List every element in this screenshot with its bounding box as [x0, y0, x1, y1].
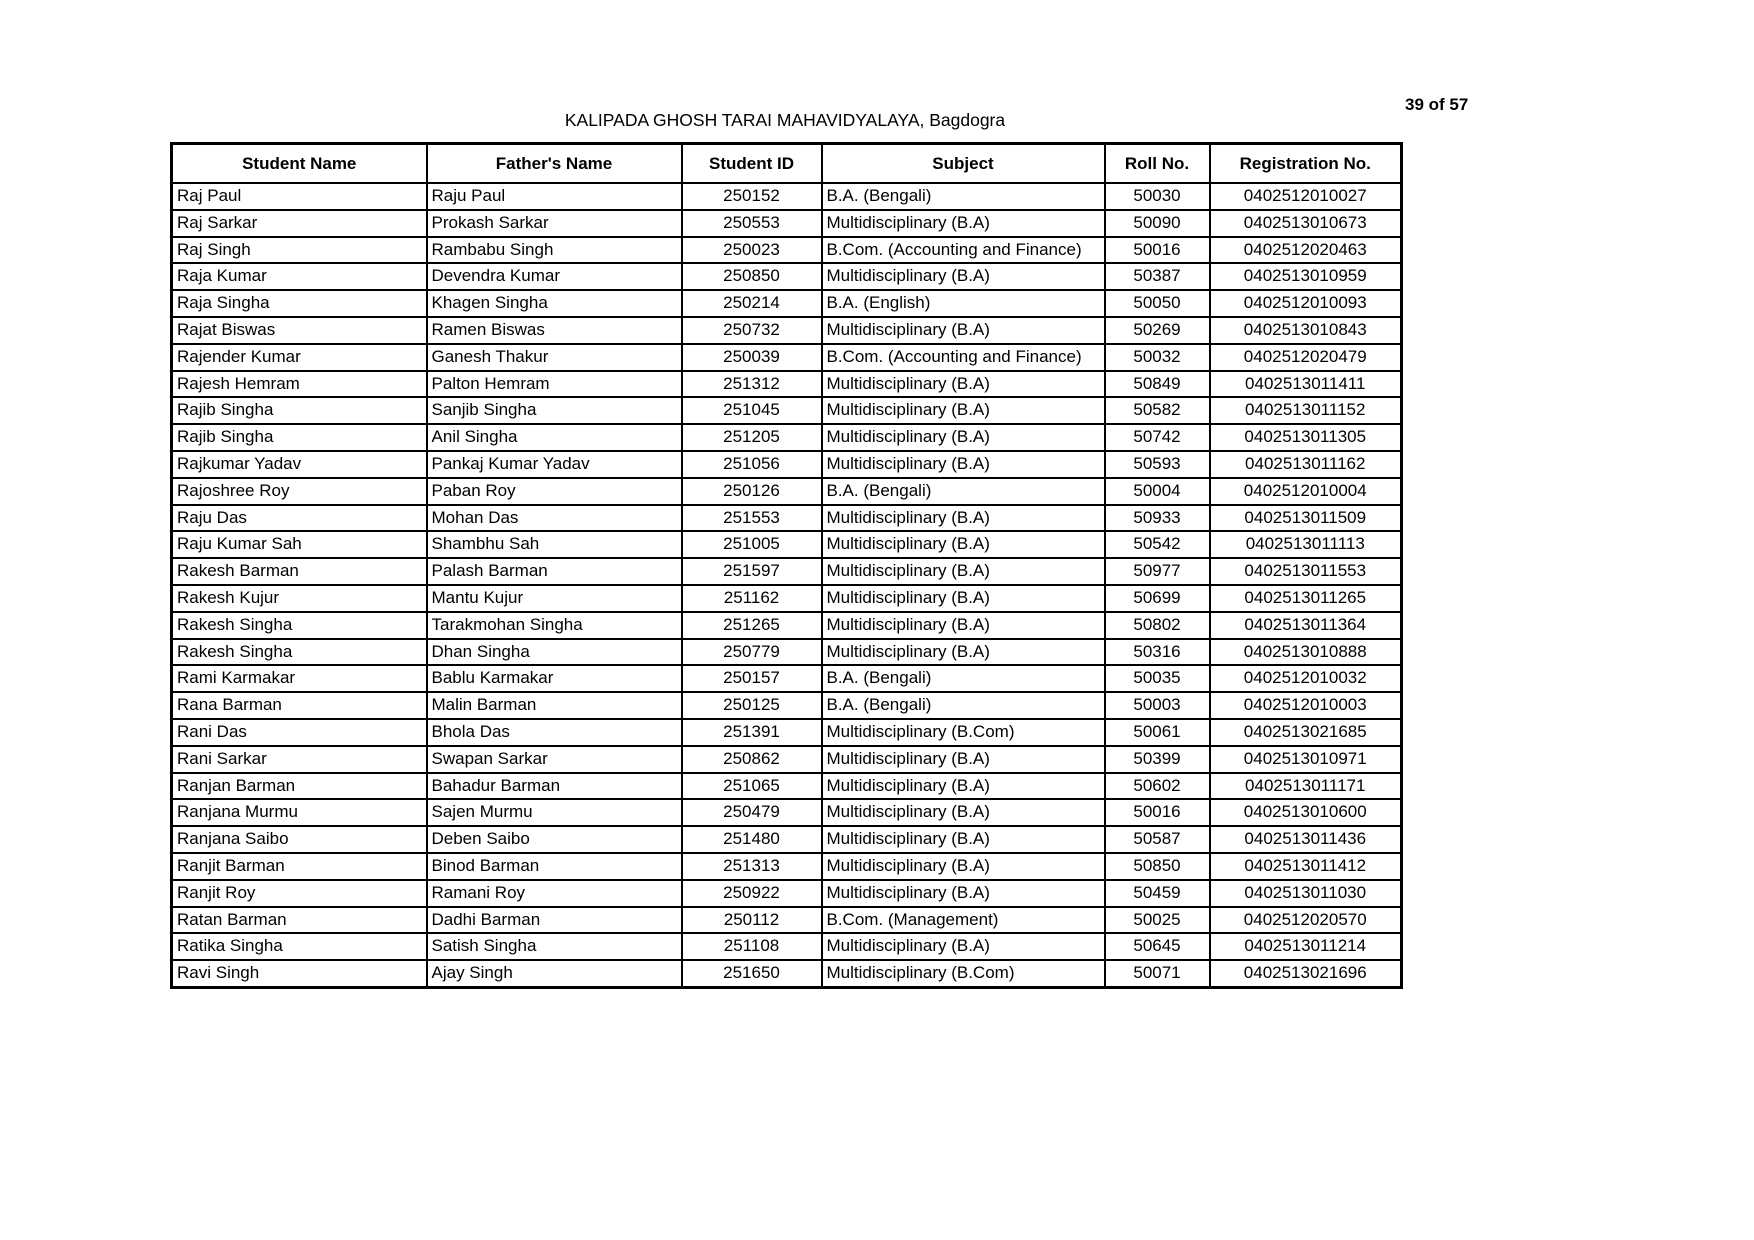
cell-father-name: Ajay Singh — [427, 960, 682, 987]
cell-student-name: Rani Das — [172, 719, 427, 746]
cell-registration-no: 0402513011412 — [1210, 853, 1402, 880]
table-row — [172, 558, 1402, 585]
table-row — [172, 933, 1402, 960]
cell-father-name: Rambabu Singh — [427, 237, 682, 264]
table-row — [172, 210, 1402, 237]
cell-student-id: 250125 — [682, 692, 822, 719]
cell-student-id: 251313 — [682, 853, 822, 880]
cell-student-name: Rajat Biswas — [172, 317, 427, 344]
cell-subject: Multidisciplinary (B.A) — [822, 505, 1105, 532]
cell-student-name: Rajesh Hemram — [172, 371, 427, 398]
cell-student-name: Rakesh Kujur — [172, 585, 427, 612]
cell-registration-no: 0402513011030 — [1210, 880, 1402, 907]
cell-subject: Multidisciplinary (B.A) — [822, 826, 1105, 853]
cell-subject: Multidisciplinary (B.A) — [822, 531, 1105, 558]
cell-student-name: Ranjit Barman — [172, 853, 427, 880]
cell-father-name: Prokash Sarkar — [427, 210, 682, 237]
column-header-subject: Subject — [822, 144, 1105, 184]
table-row — [172, 263, 1402, 290]
cell-subject: B.Com. (Accounting and Finance) — [822, 344, 1105, 371]
table-row — [172, 344, 1402, 371]
cell-student-id: 250039 — [682, 344, 822, 371]
cell-roll-no: 50602 — [1105, 773, 1210, 800]
cell-father-name: Binod Barman — [427, 853, 682, 880]
cell-registration-no: 0402513011509 — [1210, 505, 1402, 532]
cell-student-name: Rajib Singha — [172, 424, 427, 451]
cell-father-name: Bhola Das — [427, 719, 682, 746]
cell-student-id: 250553 — [682, 210, 822, 237]
cell-subject: Multidisciplinary (B.A) — [822, 317, 1105, 344]
table-row — [172, 451, 1402, 478]
cell-roll-no: 50004 — [1105, 478, 1210, 505]
cell-roll-no: 50399 — [1105, 746, 1210, 773]
cell-student-name: Rajender Kumar — [172, 344, 427, 371]
cell-student-name: Rakesh Barman — [172, 558, 427, 585]
table-row — [172, 746, 1402, 773]
cell-father-name: Malin Barman — [427, 692, 682, 719]
cell-subject: Multidisciplinary (B.A) — [822, 371, 1105, 398]
page-title: KALIPADA GHOSH TARAI MAHAVIDYALAYA, Bagdogra — [564, 110, 1006, 130]
cell-student-name: Raja Singha — [172, 290, 427, 317]
cell-registration-no: 0402512020463 — [1210, 237, 1402, 264]
cell-registration-no: 0402513011411 — [1210, 371, 1402, 398]
cell-roll-no: 50459 — [1105, 880, 1210, 907]
cell-roll-no: 50061 — [1105, 719, 1210, 746]
table-row — [172, 907, 1402, 934]
cell-father-name: Bablu Karmakar — [427, 665, 682, 692]
cell-student-id: 250732 — [682, 317, 822, 344]
cell-subject: B.A. (Bengali) — [822, 478, 1105, 505]
table-row — [172, 692, 1402, 719]
cell-student-name: Ranjana Murmu — [172, 799, 427, 826]
cell-roll-no: 50977 — [1105, 558, 1210, 585]
cell-subject: Multidisciplinary (B.Com) — [822, 960, 1105, 987]
cell-subject: Multidisciplinary (B.A) — [822, 585, 1105, 612]
table-row — [172, 424, 1402, 451]
cell-registration-no: 0402513011364 — [1210, 612, 1402, 639]
cell-student-id: 251045 — [682, 397, 822, 424]
table-row — [172, 960, 1402, 987]
cell-roll-no: 50699 — [1105, 585, 1210, 612]
cell-father-name: Ramani Roy — [427, 880, 682, 907]
table-row — [172, 397, 1402, 424]
cell-student-id: 250862 — [682, 746, 822, 773]
cell-registration-no: 0402512020479 — [1210, 344, 1402, 371]
cell-father-name: Mantu Kujur — [427, 585, 682, 612]
cell-student-id: 251650 — [682, 960, 822, 987]
cell-subject: Multidisciplinary (B.A) — [822, 880, 1105, 907]
cell-subject: Multidisciplinary (B.A) — [822, 853, 1105, 880]
cell-student-id: 251205 — [682, 424, 822, 451]
cell-student-name: Raj Paul — [172, 183, 427, 210]
cell-student-name: Ranjit Roy — [172, 880, 427, 907]
table-row — [172, 880, 1402, 907]
cell-roll-no: 50016 — [1105, 799, 1210, 826]
cell-roll-no: 50850 — [1105, 853, 1210, 880]
cell-student-id: 251553 — [682, 505, 822, 532]
cell-student-name: Ranjana Saibo — [172, 826, 427, 853]
cell-father-name: Palton Hemram — [427, 371, 682, 398]
table-row — [172, 505, 1402, 532]
table-row — [172, 826, 1402, 853]
cell-registration-no: 0402512010027 — [1210, 183, 1402, 210]
cell-student-name: Rakesh Singha — [172, 612, 427, 639]
cell-roll-no: 50003 — [1105, 692, 1210, 719]
cell-father-name: Swapan Sarkar — [427, 746, 682, 773]
cell-student-name: Raj Sarkar — [172, 210, 427, 237]
cell-father-name: Satish Singha — [427, 933, 682, 960]
cell-roll-no: 50316 — [1105, 639, 1210, 666]
cell-roll-no: 50645 — [1105, 933, 1210, 960]
cell-father-name: Deben Saibo — [427, 826, 682, 853]
cell-father-name: Raju Paul — [427, 183, 682, 210]
cell-student-name: Ratan Barman — [172, 907, 427, 934]
cell-roll-no: 50035 — [1105, 665, 1210, 692]
student-table-body — [172, 183, 1402, 987]
cell-registration-no: 0402512020570 — [1210, 907, 1402, 934]
cell-registration-no: 0402513011265 — [1210, 585, 1402, 612]
table-row — [172, 665, 1402, 692]
cell-student-name: Ravi Singh — [172, 960, 427, 987]
cell-roll-no: 50030 — [1105, 183, 1210, 210]
cell-student-name: Rakesh Singha — [172, 639, 427, 666]
cell-student-name: Raj Singh — [172, 237, 427, 264]
cell-registration-no: 0402513011305 — [1210, 424, 1402, 451]
cell-registration-no: 0402513011171 — [1210, 773, 1402, 800]
cell-father-name: Dadhi Barman — [427, 907, 682, 934]
table-row — [172, 799, 1402, 826]
table-row — [172, 719, 1402, 746]
cell-roll-no: 50582 — [1105, 397, 1210, 424]
cell-registration-no: 0402513010888 — [1210, 639, 1402, 666]
cell-registration-no: 0402513021685 — [1210, 719, 1402, 746]
cell-registration-no: 0402512010032 — [1210, 665, 1402, 692]
cell-student-name: Ratika Singha — [172, 933, 427, 960]
cell-registration-no: 0402513011553 — [1210, 558, 1402, 585]
cell-student-id: 250112 — [682, 907, 822, 934]
cell-subject: Multidisciplinary (B.A) — [822, 773, 1105, 800]
column-header-student-name: Student Name — [172, 144, 427, 184]
cell-roll-no: 50387 — [1105, 263, 1210, 290]
cell-father-name: Ganesh Thakur — [427, 344, 682, 371]
cell-subject: Multidisciplinary (B.A) — [822, 612, 1105, 639]
cell-student-id: 250922 — [682, 880, 822, 907]
table-row — [172, 531, 1402, 558]
cell-student-id: 251391 — [682, 719, 822, 746]
cell-roll-no: 50802 — [1105, 612, 1210, 639]
table-row — [172, 639, 1402, 666]
cell-subject: Multidisciplinary (B.A) — [822, 558, 1105, 585]
cell-father-name: Sajen Murmu — [427, 799, 682, 826]
cell-roll-no: 50050 — [1105, 290, 1210, 317]
cell-student-id: 251108 — [682, 933, 822, 960]
cell-student-id: 250779 — [682, 639, 822, 666]
cell-subject: Multidisciplinary (B.A) — [822, 424, 1105, 451]
cell-student-id: 250157 — [682, 665, 822, 692]
cell-registration-no: 0402513011162 — [1210, 451, 1402, 478]
cell-student-id: 251005 — [682, 531, 822, 558]
cell-roll-no: 50090 — [1105, 210, 1210, 237]
cell-subject: B.A. (Bengali) — [822, 183, 1105, 210]
cell-subject: Multidisciplinary (B.A) — [822, 397, 1105, 424]
cell-student-id: 251597 — [682, 558, 822, 585]
cell-roll-no: 50593 — [1105, 451, 1210, 478]
cell-student-name: Raju Das — [172, 505, 427, 532]
cell-student-id: 250479 — [682, 799, 822, 826]
cell-student-name: Raja Kumar — [172, 263, 427, 290]
cell-subject: B.A. (Bengali) — [822, 665, 1105, 692]
table-row — [172, 290, 1402, 317]
cell-student-id: 251480 — [682, 826, 822, 853]
cell-student-name: Rana Barman — [172, 692, 427, 719]
cell-student-id: 250850 — [682, 263, 822, 290]
cell-father-name: Paban Roy — [427, 478, 682, 505]
cell-roll-no: 50032 — [1105, 344, 1210, 371]
cell-student-name: Rani Sarkar — [172, 746, 427, 773]
table-row — [172, 317, 1402, 344]
cell-roll-no: 50016 — [1105, 237, 1210, 264]
cell-student-id: 250126 — [682, 478, 822, 505]
cell-subject: B.Com. (Management) — [822, 907, 1105, 934]
cell-roll-no: 50269 — [1105, 317, 1210, 344]
table-row — [172, 183, 1402, 210]
table-row — [172, 773, 1402, 800]
cell-student-id: 251162 — [682, 585, 822, 612]
table-row — [172, 237, 1402, 264]
cell-student-id: 251312 — [682, 371, 822, 398]
cell-roll-no: 50849 — [1105, 371, 1210, 398]
cell-student-id: 250214 — [682, 290, 822, 317]
cell-father-name: Pankaj Kumar Yadav — [427, 451, 682, 478]
table-row — [172, 478, 1402, 505]
cell-father-name: Tarakmohan Singha — [427, 612, 682, 639]
table-row — [172, 853, 1402, 880]
cell-student-name: Rajoshree Roy — [172, 478, 427, 505]
cell-student-name: Rajib Singha — [172, 397, 427, 424]
table-row — [172, 371, 1402, 398]
cell-father-name: Khagen Singha — [427, 290, 682, 317]
column-header-registration-no: Registration No. — [1210, 144, 1402, 184]
cell-father-name: Anil Singha — [427, 424, 682, 451]
cell-subject: Multidisciplinary (B.A) — [822, 451, 1105, 478]
cell-student-name: Rami Karmakar — [172, 665, 427, 692]
cell-subject: Multidisciplinary (B.A) — [822, 799, 1105, 826]
column-header-father-name: Father's Name — [427, 144, 682, 184]
cell-registration-no: 0402513011113 — [1210, 531, 1402, 558]
cell-registration-no: 0402512010003 — [1210, 692, 1402, 719]
cell-father-name: Dhan Singha — [427, 639, 682, 666]
cell-registration-no: 0402513011214 — [1210, 933, 1402, 960]
cell-father-name: Mohan Das — [427, 505, 682, 532]
table-header-row — [172, 144, 1402, 184]
cell-roll-no: 50025 — [1105, 907, 1210, 934]
cell-registration-no: 0402512010093 — [1210, 290, 1402, 317]
cell-subject: Multidisciplinary (B.Com) — [822, 719, 1105, 746]
cell-subject: Multidisciplinary (B.A) — [822, 933, 1105, 960]
cell-registration-no: 0402513010843 — [1210, 317, 1402, 344]
column-header-student-id: Student ID — [682, 144, 822, 184]
cell-father-name: Palash Barman — [427, 558, 682, 585]
cell-roll-no: 50933 — [1105, 505, 1210, 532]
cell-student-id: 250023 — [682, 237, 822, 264]
student-table — [170, 142, 1403, 989]
cell-subject: B.A. (English) — [822, 290, 1105, 317]
cell-roll-no: 50542 — [1105, 531, 1210, 558]
cell-subject: Multidisciplinary (B.A) — [822, 263, 1105, 290]
cell-roll-no: 50587 — [1105, 826, 1210, 853]
cell-registration-no: 0402513011152 — [1210, 397, 1402, 424]
table-row — [172, 585, 1402, 612]
table-header — [172, 144, 1402, 184]
cell-subject: Multidisciplinary (B.A) — [822, 210, 1105, 237]
cell-subject: Multidisciplinary (B.A) — [822, 639, 1105, 666]
cell-roll-no: 50742 — [1105, 424, 1210, 451]
cell-registration-no: 0402513010971 — [1210, 746, 1402, 773]
cell-registration-no: 0402513010959 — [1210, 263, 1402, 290]
cell-student-id: 251056 — [682, 451, 822, 478]
cell-student-name: Rajkumar Yadav — [172, 451, 427, 478]
cell-registration-no: 0402513010600 — [1210, 799, 1402, 826]
cell-student-id: 250152 — [682, 183, 822, 210]
cell-registration-no: 0402513010673 — [1210, 210, 1402, 237]
cell-registration-no: 0402512010004 — [1210, 478, 1402, 505]
column-header-roll-no: Roll No. — [1105, 144, 1210, 184]
cell-father-name: Bahadur Barman — [427, 773, 682, 800]
cell-student-name: Raju Kumar Sah — [172, 531, 427, 558]
cell-student-id: 251065 — [682, 773, 822, 800]
cell-registration-no: 0402513011436 — [1210, 826, 1402, 853]
cell-father-name: Shambhu Sah — [427, 531, 682, 558]
cell-subject: B.Com. (Accounting and Finance) — [822, 237, 1105, 264]
cell-registration-no: 0402513021696 — [1210, 960, 1402, 987]
cell-subject: Multidisciplinary (B.A) — [822, 746, 1105, 773]
cell-student-id: 251265 — [682, 612, 822, 639]
cell-father-name: Sanjib Singha — [427, 397, 682, 424]
cell-father-name: Ramen Biswas — [427, 317, 682, 344]
table-row — [172, 612, 1402, 639]
cell-subject: B.A. (Bengali) — [822, 692, 1105, 719]
cell-father-name: Devendra Kumar — [427, 263, 682, 290]
cell-roll-no: 50071 — [1105, 960, 1210, 987]
page-indicator: 39 of 57 — [1405, 95, 1469, 114]
cell-student-name: Ranjan Barman — [172, 773, 427, 800]
